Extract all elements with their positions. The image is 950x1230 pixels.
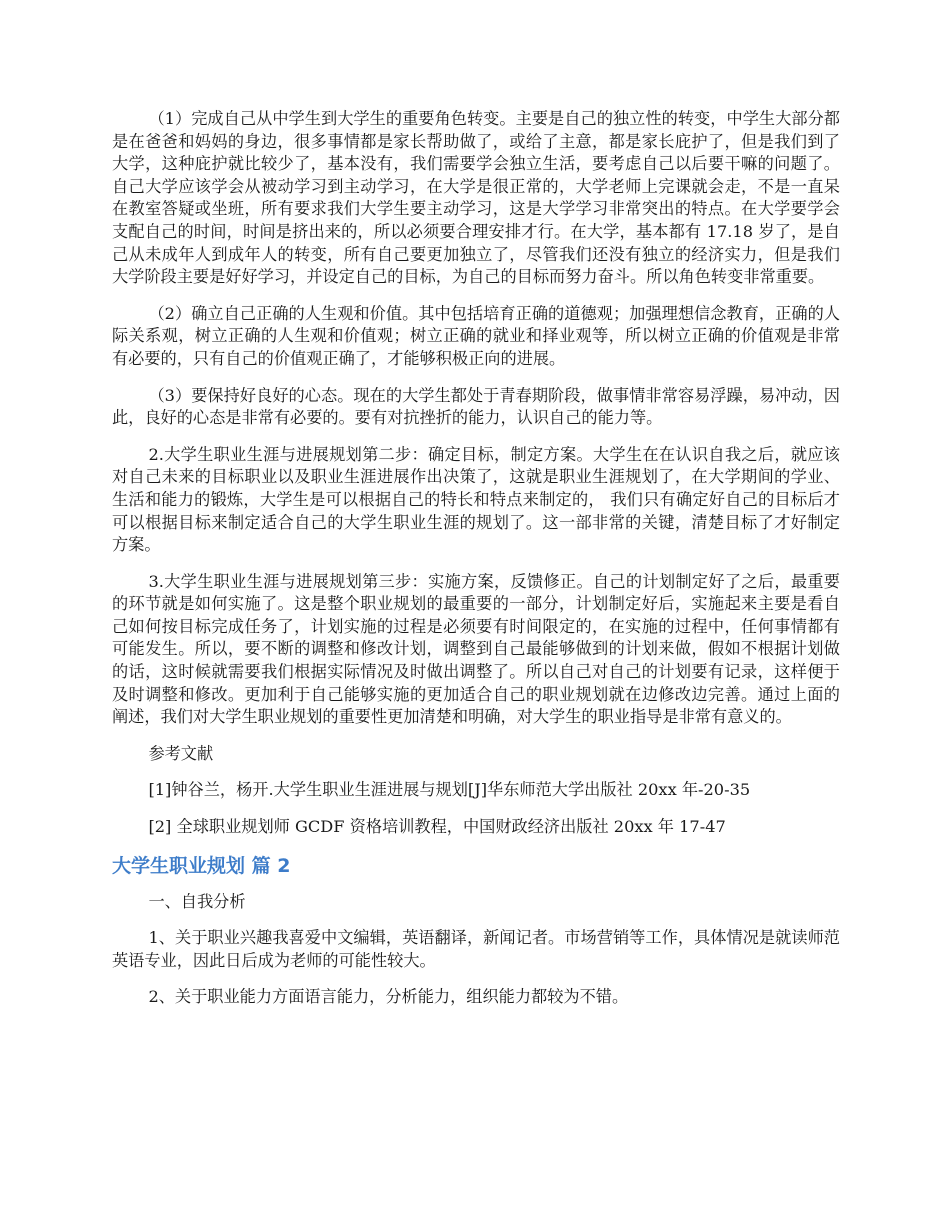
paragraph-career-interest: 1、关于职业兴趣我喜爱中文编辑，英语翻译，新闻记者。市场营销等工作，具体情况是就读师范英语专业，因此日后成为老师的可能性较大。 (112, 928, 840, 970)
reference-item-2: [2] 全球职业规划师 GCDF 资格培训教程，中国财政经济出版社 20xx 年 17-47 (148, 817, 726, 837)
paragraph-self-analysis-heading: 一、自我分析 (148, 891, 246, 911)
section-heading: 大学生职业规划 篇 2 (112, 854, 291, 877)
paragraph-values: （2）确立自己正确的人生观和价值。其中包括培育正确的道德观；加强理想信念教育，正确的人际关系观，树立正确的人生观和价值观；树立正确的就业和择业观等，所以树立正确的价值观是非常有必要的，只有自己的价值观正确了，才能够积极正向的进展。 (112, 303, 840, 368)
paragraph-step-three: 3.大学生职业生涯与进展规划第三步：实施方案，反馈修正。自己的计划制定好了之后，最重要的环节就是如何实施了。这是整个职业规划的最重要的一部分，计划制定好后，实施起来主要是看自己如何按目标完成任务了，计划实施的过程是必须要有时间限定的，在实施的过程中，任何事情都有可能发生。所以，要不断的调整和修改计划，调整到自己最能够做到的计划来做，假如不根据计划做的话，这时候就需要我们根据实际情况及时做出调整了。所以自己对自己的计划要有记录，这样便于及时调整和修改。更加利于自己能够实施的更加适合自己的职业规划就在边修改边完善。通过上面的阐述，我们对大学生职业规划的重要性更加清楚和明确，对大学生的职业指导是非常有意义的。 (112, 571, 840, 727)
paragraph-step-two: 2.大学生职业生涯与进展规划第二步：确定目标，制定方案。大学生在在认识自我之后，就应该对自己未来的目标职业以及职业生涯进展作出决策了，这就是职业生涯规划了，在大学期间的学业、生活和能力的锻炼，大学生是可以根据自己的特长和特点来制定的， 我们只有确定好自己的目标后才可以根据目标来制定适合自己的大学生职业生涯的规划了。这一部非常的关键，清楚目标了才好制定方案。 (112, 444, 840, 555)
document-page (112, 108, 840, 1023)
paragraph-career-ability: 2、关于职业能力方面语言能力，分析能力，组织能力都较为不错。 (148, 987, 629, 1007)
references-title: 参考文献 (148, 743, 214, 763)
paragraph-role-transition: （1）完成自己从中学生到大学生的重要角色转变。主要是自己的独立性的转变，中学生大部分都是在爸爸和妈妈的身边，很多事情都是家长帮助做了，或给了主意，都是家长庇护了，但是我们到了大学，这种庇护就比较少了，基本没有，我们需要学会独立生活，要考虑自己以后要干嘛的问题了。自己大学应该学会从被动学习到主动学习，在大学是很正常的，大学老师上完课就会走，不是一直呆在教室答疑或坐班，所有要求我们大学生要主动学习，这是大学学习非常突出的特点。在大学要学会支配自己的时间，时间是挤出来的，所以必须要合理安排才行。在大学，基本都有 17.18 岁了，是自己从未成年人到成年人的转变，所有自己要更加独立了，尽管我们还没有独立的经济实力，但是我们大学阶段主要是好好学习，并设定自己的目标，为自己的目标而努力奋斗。所以角色转变非常重要。 (112, 109, 840, 287)
reference-item-1: [1]钟谷兰，杨开.大学生职业生涯进展与规划[J]华东师范大学出版社 20xx 年-20-35 (148, 780, 751, 800)
paragraph-mindset: （3）要保持好良好的心态。现在的大学生都处于青春期阶段，做事情非常容易浮躁，易冲动，因此，良好的心态是非常有必要的。要有对抗挫折的能力，认识自己的能力等。 (112, 385, 840, 428)
